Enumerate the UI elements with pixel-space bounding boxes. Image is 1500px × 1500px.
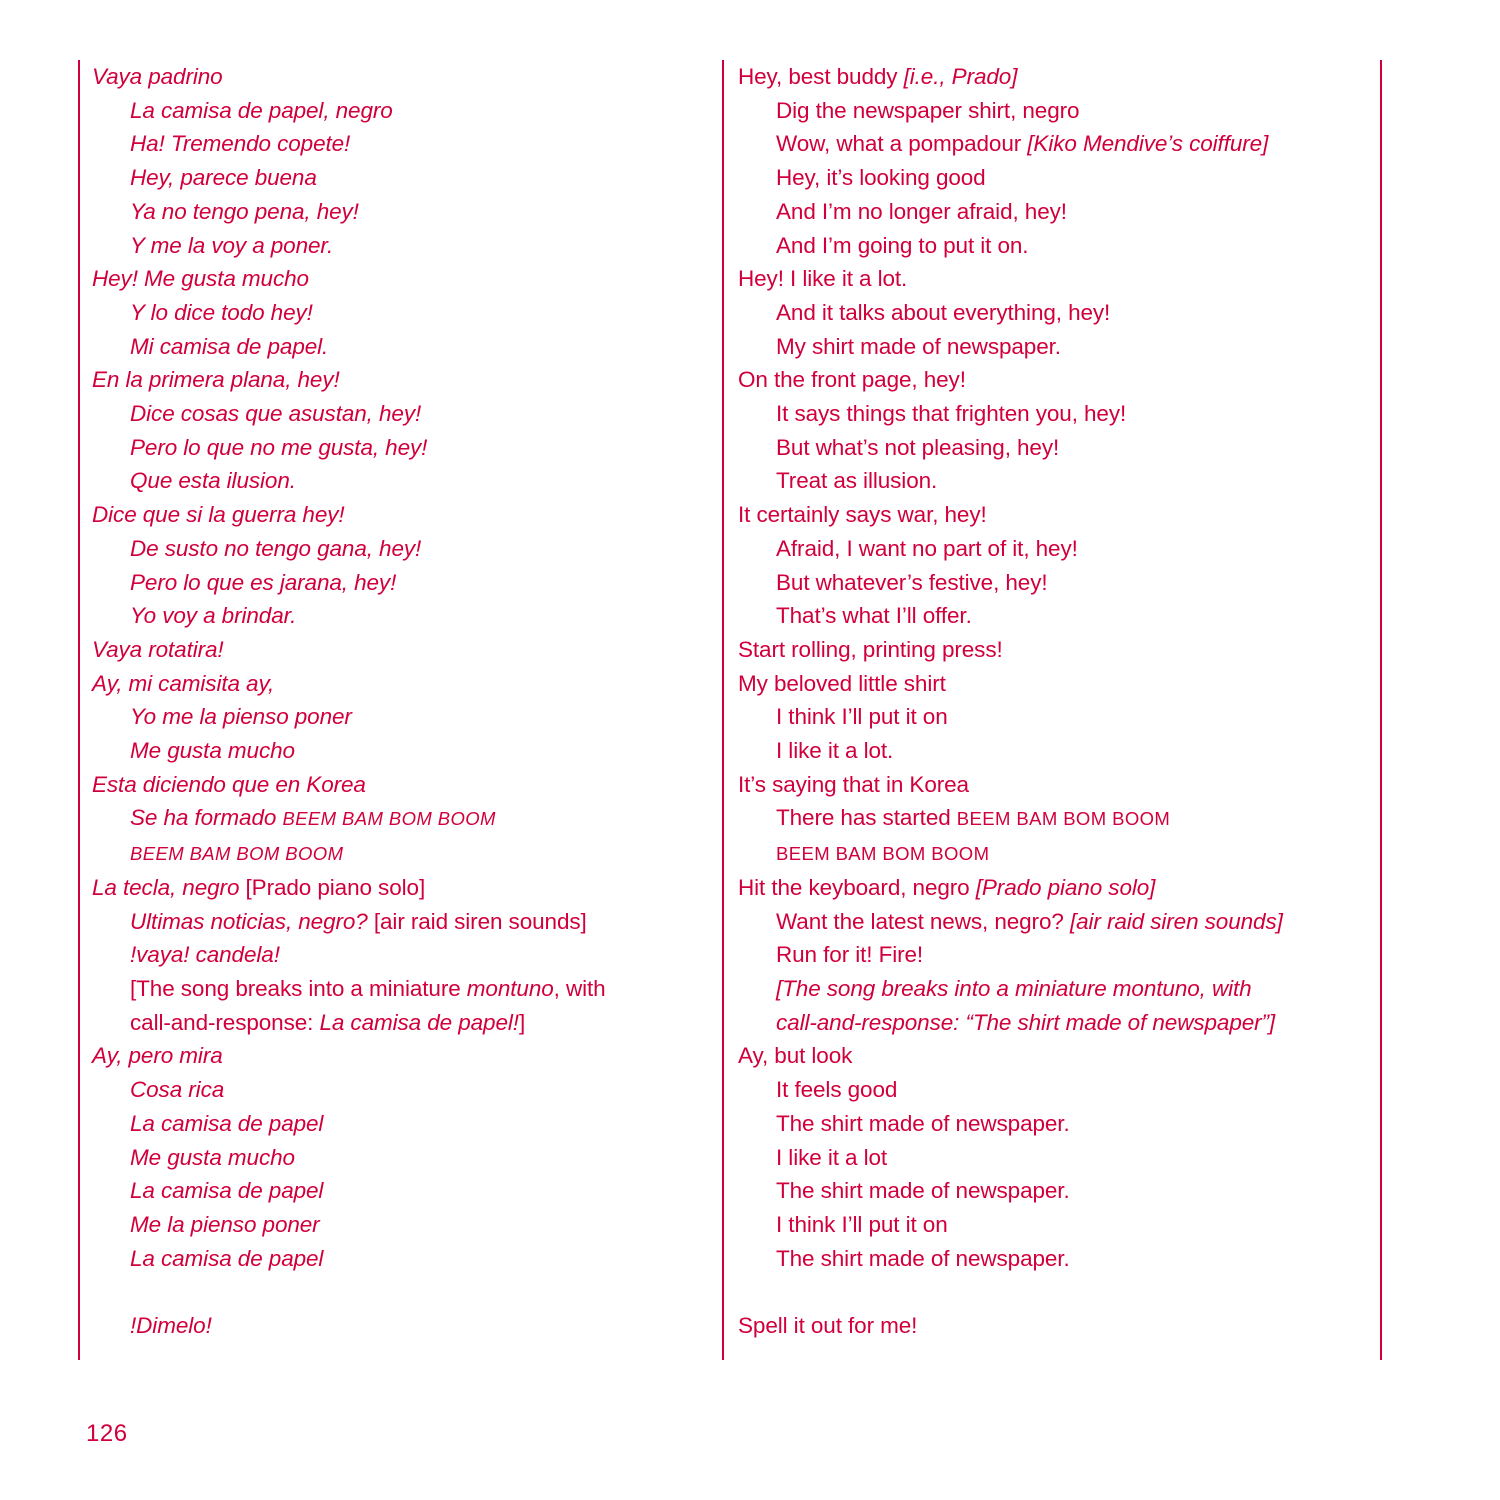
lyric-line <box>738 836 1380 871</box>
line-text: !vaya! candela! <box>130 942 280 968</box>
line-italic-note: [Kiko Mendive’s coiffure] <box>1027 131 1269 157</box>
line-text: La camisa de papel <box>130 1110 324 1136</box>
line-text: But what’s not pleasing, hey! <box>776 434 1060 460</box>
lyric-line <box>92 1208 698 1242</box>
line-text: [The song breaks into a miniature <box>130 975 467 1001</box>
lyric-line <box>92 330 698 364</box>
line-text: Afraid, I want no part of it, hey! <box>776 535 1078 561</box>
line-smallcaps: BEEM BAM BOM BOOM <box>282 808 496 830</box>
line-text: But whatever’s festive, hey! <box>776 569 1048 595</box>
line-italic-note: [i.e., Prado] <box>903 64 1018 89</box>
two-column-lyrics-layout <box>78 60 1422 1360</box>
lyric-line <box>738 330 1380 364</box>
line-text: Y lo dice todo hey! <box>130 299 313 325</box>
lyric-line <box>738 532 1380 566</box>
line-text: On the front page, hey! <box>738 367 966 393</box>
lyric-line <box>92 229 698 263</box>
lyric-line <box>92 1141 698 1175</box>
column-gutter <box>698 60 722 1360</box>
lyric-line <box>92 127 698 161</box>
lyric-line <box>738 566 1380 600</box>
line-text: Wow, what a pompadour <box>776 131 1028 157</box>
lyric-line <box>92 532 698 566</box>
lyric-line <box>738 768 1380 802</box>
line-text: Me la pienso poner <box>130 1211 320 1237</box>
line-text: The shirt made of newspaper. <box>776 1178 1070 1204</box>
lyric-line <box>738 296 1380 330</box>
line-roman-note: [air raid siren sounds] <box>373 908 587 934</box>
lyric-line <box>92 1242 698 1276</box>
lyric-line <box>92 60 698 94</box>
lyric-line <box>92 195 698 229</box>
line-italic-note: La camisa de papel! <box>319 1009 519 1035</box>
spanish-lyrics-column <box>78 60 698 1360</box>
lyric-line <box>738 1309 1380 1343</box>
lyric-line <box>738 363 1380 397</box>
english-translation-column <box>722 60 1382 1360</box>
lyric-line <box>92 700 698 734</box>
lyric-line <box>92 905 698 939</box>
lyric-line <box>738 127 1380 161</box>
line-text: Ultimas noticias, negro? <box>130 908 374 934</box>
line-italic-note: montuno <box>466 975 554 1001</box>
line-text: Spell it out for me! <box>738 1313 918 1338</box>
lyric-line <box>92 296 698 330</box>
lyric-line <box>92 836 698 871</box>
line-text: It says things that frighten you, hey! <box>776 401 1127 427</box>
line-text: La camisa de papel <box>130 1245 324 1271</box>
line-text: La tecla, negro <box>92 874 246 900</box>
line-text: Me gusta mucho <box>130 738 295 764</box>
lyric-line <box>738 195 1380 229</box>
lyric-line <box>92 1275 698 1309</box>
lyric-line <box>92 498 698 532</box>
line-smallcaps: BEEM BAM BOM BOOM <box>776 843 990 865</box>
line-text: That’s what I’ll offer. <box>776 603 972 629</box>
lyric-line <box>92 871 698 905</box>
line-text: Ha! Tremendo copete! <box>130 131 351 157</box>
lyric-line <box>738 262 1380 296</box>
lyric-line <box>92 566 698 600</box>
line-text: And it talks about everything, hey! <box>776 299 1111 325</box>
lyric-line <box>738 1006 1380 1040</box>
lyric-line <box>738 60 1380 94</box>
line-text: La camisa de papel <box>130 1178 324 1204</box>
lyric-line <box>92 734 698 768</box>
lyric-line <box>738 1073 1380 1107</box>
line-text: Hey! Me gusta mucho <box>92 266 309 292</box>
line-text: I like it a lot <box>776 1144 888 1170</box>
line-text: Pero lo que es jarana, hey! <box>130 569 397 595</box>
line-text: My shirt made of newspaper. <box>776 333 1061 359</box>
lyric-line <box>92 1039 698 1073</box>
line-smallcaps: BEEM BAM BOM BOOM <box>130 843 344 865</box>
line-text: Run for it! Fire! <box>776 942 924 968</box>
line-text: Mi camisa de papel. <box>130 333 329 359</box>
line-italic-note: [air raid siren sounds] <box>1069 908 1283 934</box>
lyric-line <box>92 599 698 633</box>
lyric-line <box>738 599 1380 633</box>
lyric-line <box>92 464 698 498</box>
line-roman-note: [Prado piano solo] <box>245 874 426 900</box>
lyric-line <box>92 161 698 195</box>
lyric-line <box>92 1309 698 1343</box>
line-text: Dig the newspaper shirt, negro <box>776 97 1080 123</box>
lyric-line <box>738 498 1380 532</box>
line-text: Cosa rica <box>130 1077 225 1103</box>
lyric-line <box>92 633 698 667</box>
lyric-line <box>738 1275 1380 1309</box>
lyric-line <box>92 938 698 972</box>
lyric-line <box>92 972 698 1006</box>
line-text: It feels good <box>776 1077 898 1103</box>
line-text: And I’m going to put it on. <box>776 232 1029 258</box>
line-text: The shirt made of newspaper. <box>776 1245 1070 1271</box>
lyric-line <box>92 397 698 431</box>
lyric-line <box>738 871 1380 905</box>
lyric-line <box>738 161 1380 195</box>
lyric-line <box>738 1107 1380 1141</box>
lyric-line <box>92 801 698 836</box>
lyric-line <box>738 801 1380 836</box>
lyric-line <box>738 1174 1380 1208</box>
page-number: 126 <box>86 1420 128 1447</box>
lyric-line <box>738 734 1380 768</box>
line-text: I like it a lot. <box>776 738 894 764</box>
lyric-line <box>738 905 1380 939</box>
line-text: I think I’ll put it on <box>776 1211 948 1237</box>
line-text: Start rolling, printing press! <box>738 636 1003 662</box>
lyric-line <box>738 431 1380 465</box>
line-text: Me gusta mucho <box>130 1144 295 1170</box>
line-text: Vaya padrino <box>92 64 223 89</box>
line-text: Vaya rotatira! <box>92 636 224 662</box>
line-text: Se ha formado <box>130 805 283 831</box>
line-text: Yo voy a brindar. <box>130 603 297 629</box>
line-text: Yo me la pienso poner <box>130 704 352 730</box>
line-roman-note: ] <box>518 1009 526 1035</box>
line-text: Want the latest news, negro? <box>776 908 1070 934</box>
line-text: De susto no tengo gana, hey! <box>130 535 422 561</box>
line-text: Ya no tengo pena, hey! <box>130 198 359 224</box>
line-text: En la primera plana, hey! <box>92 367 340 393</box>
line-text: There has started <box>776 805 957 831</box>
line-text: La camisa de papel, negro <box>130 97 393 123</box>
lyric-line <box>92 94 698 128</box>
line-text: Ay, but look <box>738 1043 853 1069</box>
line-roman-note: , with <box>553 975 606 1001</box>
lyric-line <box>738 94 1380 128</box>
lyric-line <box>92 667 698 701</box>
line-text: Pero lo que no me gusta, hey! <box>130 434 428 460</box>
lyric-line <box>738 1242 1380 1276</box>
lyric-line <box>92 431 698 465</box>
lyric-line <box>738 667 1380 701</box>
lyric-line <box>92 1006 698 1040</box>
line-text: Hit the keyboard, negro <box>738 874 976 900</box>
line-text: Hey, best buddy <box>738 64 904 89</box>
line-text: Ay, mi camisita ay, <box>92 670 275 696</box>
line-text: !Dimelo! <box>130 1313 212 1338</box>
lyric-line <box>738 938 1380 972</box>
line-text: Ay, pero mira <box>92 1043 223 1069</box>
line-text: Dice que si la guerra hey! <box>92 502 345 528</box>
lyric-line <box>92 262 698 296</box>
line-text: It certainly says war, hey! <box>738 502 987 528</box>
line-smallcaps: BEEM BAM BOM BOOM <box>956 808 1171 830</box>
line-text: And I’m no longer afraid, hey! <box>776 198 1067 224</box>
line-text: Esta diciendo que en Korea <box>92 771 366 797</box>
line-text: call-and-response: “The shirt made of newspaper”] <box>776 1009 1276 1035</box>
lyric-line <box>92 1107 698 1141</box>
lyric-line <box>738 1208 1380 1242</box>
lyric-line <box>738 229 1380 263</box>
line-text: Hey! I like it a lot. <box>738 266 908 292</box>
line-text: I think I’ll put it on <box>776 704 948 730</box>
lyric-line <box>92 1174 698 1208</box>
line-text: The shirt made of newspaper. <box>776 1110 1070 1136</box>
line-text: Hey, parece buena <box>130 165 317 191</box>
line-text: It’s saying that in Korea <box>738 771 969 797</box>
lyric-line <box>738 633 1380 667</box>
lyric-line <box>738 397 1380 431</box>
line-text: Y me la voy a poner. <box>130 232 334 258</box>
line-text: Que esta ilusion. <box>130 468 296 494</box>
line-text: [The song breaks into a miniature montuno, with <box>776 975 1252 1001</box>
lyric-line <box>738 464 1380 498</box>
lyric-line <box>92 768 698 802</box>
lyric-line <box>92 1073 698 1107</box>
line-text: Hey, it’s looking good <box>776 165 986 191</box>
lyric-line <box>738 972 1380 1006</box>
line-italic-note: [Prado piano solo] <box>975 874 1156 900</box>
line-text: call-and-response: <box>130 1009 320 1035</box>
line-text: Dice cosas que asustan, hey! <box>130 401 422 427</box>
lyric-line <box>738 1039 1380 1073</box>
line-text: Treat as illusion. <box>776 468 938 494</box>
lyric-line <box>738 1141 1380 1175</box>
line-text: My beloved little shirt <box>738 670 946 696</box>
lyric-line <box>92 363 698 397</box>
lyric-line <box>738 700 1380 734</box>
